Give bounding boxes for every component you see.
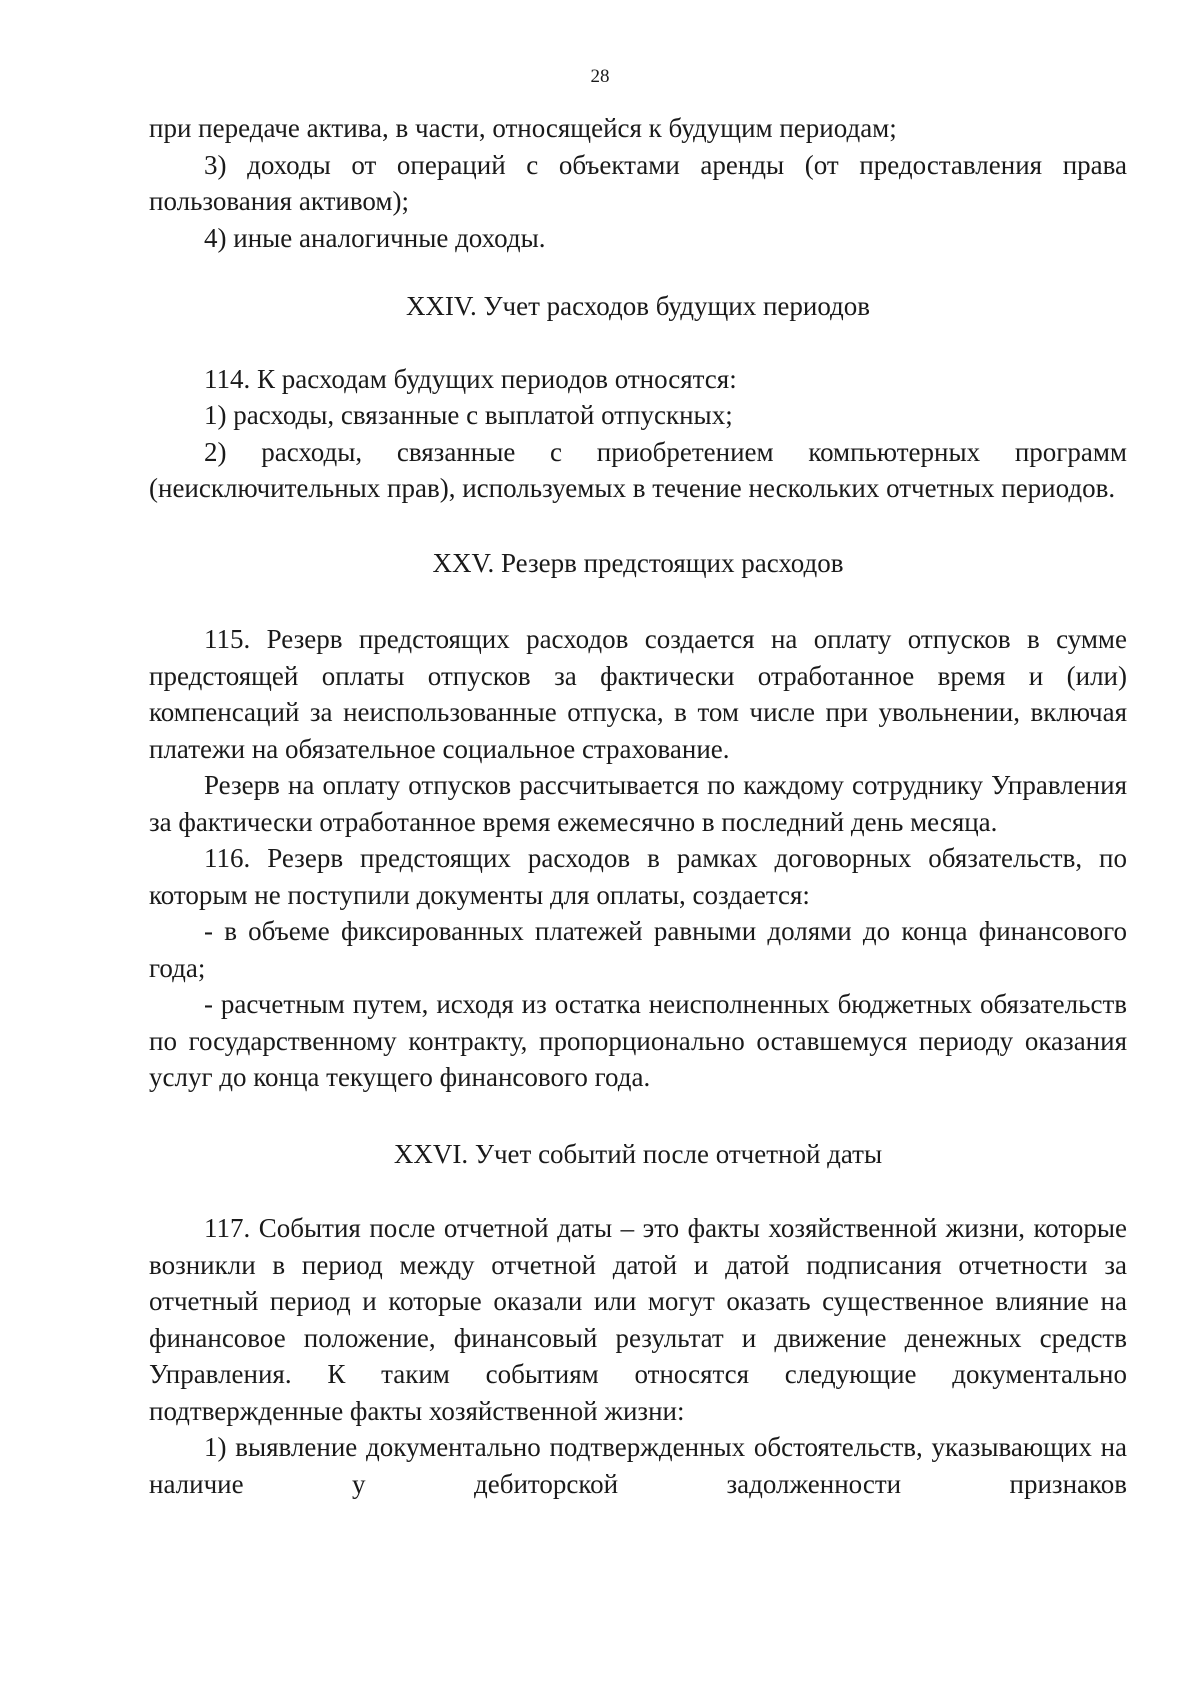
document-body (149, 110, 1127, 1502)
section-heading-xxvi: XXVI. Учет событий после отчетной даты (393, 1138, 883, 1169)
list-item-116-b: - расчетным путем, исходя из остатка неисполненных бюджетных обязательств по государственному контракту, пропорционально оставшемуся периоду оказания услуг до конца текущего финансового года. (149, 989, 1127, 1092)
list-item-114-2: 2) расходы, связанные с приобретением компьютерных программ (неисключительных прав), используемых в течение нескольких отчетных периодов. (149, 436, 1127, 503)
section-heading-xxv: XXV. Резерв предстоящих расходов (432, 547, 844, 578)
page-number: 28 (590, 66, 610, 87)
list-item-4: 4) иные аналогичные доходы. (204, 222, 546, 253)
list-item-114-1: 1) расходы, связанные с выплатой отпускных; (204, 400, 733, 430)
paragraph-114: 114. К расходам будущих периодов относятся: (204, 363, 737, 394)
paragraph-115-reserve: Резерв на оплату отпусков рассчитывается по каждому сотруднику Управления за фактически отработанное время ежемесячно в последний день месяца. (149, 770, 1127, 837)
list-item-117-1: 1) выявление документально подтвержденных обстоятельств, указывающих на наличие у дебиторской задолженности признаков (149, 1432, 1127, 1499)
list-item-3: 3) доходы от операций с объектами аренды (от предоставления права пользования активом); (149, 149, 1127, 216)
section-heading-xxiv: XXIV. Учет расходов будущих периодов (405, 291, 871, 321)
paragraph-continuation: при передаче актива, в части, относящейся к будущим периодам; (149, 113, 897, 143)
list-item-116-a: - в объеме фиксированных платежей равными долями до конца финансового года; (149, 916, 1127, 983)
paragraph-117: 117. События после отчетной даты – это факты хозяйственной жизни, которые возникли в период между отчетной датой и датой подписания отчетности за отчетный период и которые оказали или могут оказать существенное влияние на финансовое положение, финансовый результат и движение денежных средств Управления. К таким событиям относятся следующие документально подтвержденные факты хозяйственной жизни: (149, 1213, 1127, 1426)
paragraph-115: 115. Резерв предстоящих расходов создается на оплату отпусков в сумме предстоящей оплаты отпусков за фактически отработанное время и (или) компенсаций за неиспользованные отпуска, в том числе при увольнении, включая платежи на обязательное социальное страхование. (149, 624, 1127, 764)
paragraph-116: 116. Резерв предстоящих расходов в рамках договорных обязательств, по которым не поступили документы для оплаты, создается: (149, 843, 1127, 910)
